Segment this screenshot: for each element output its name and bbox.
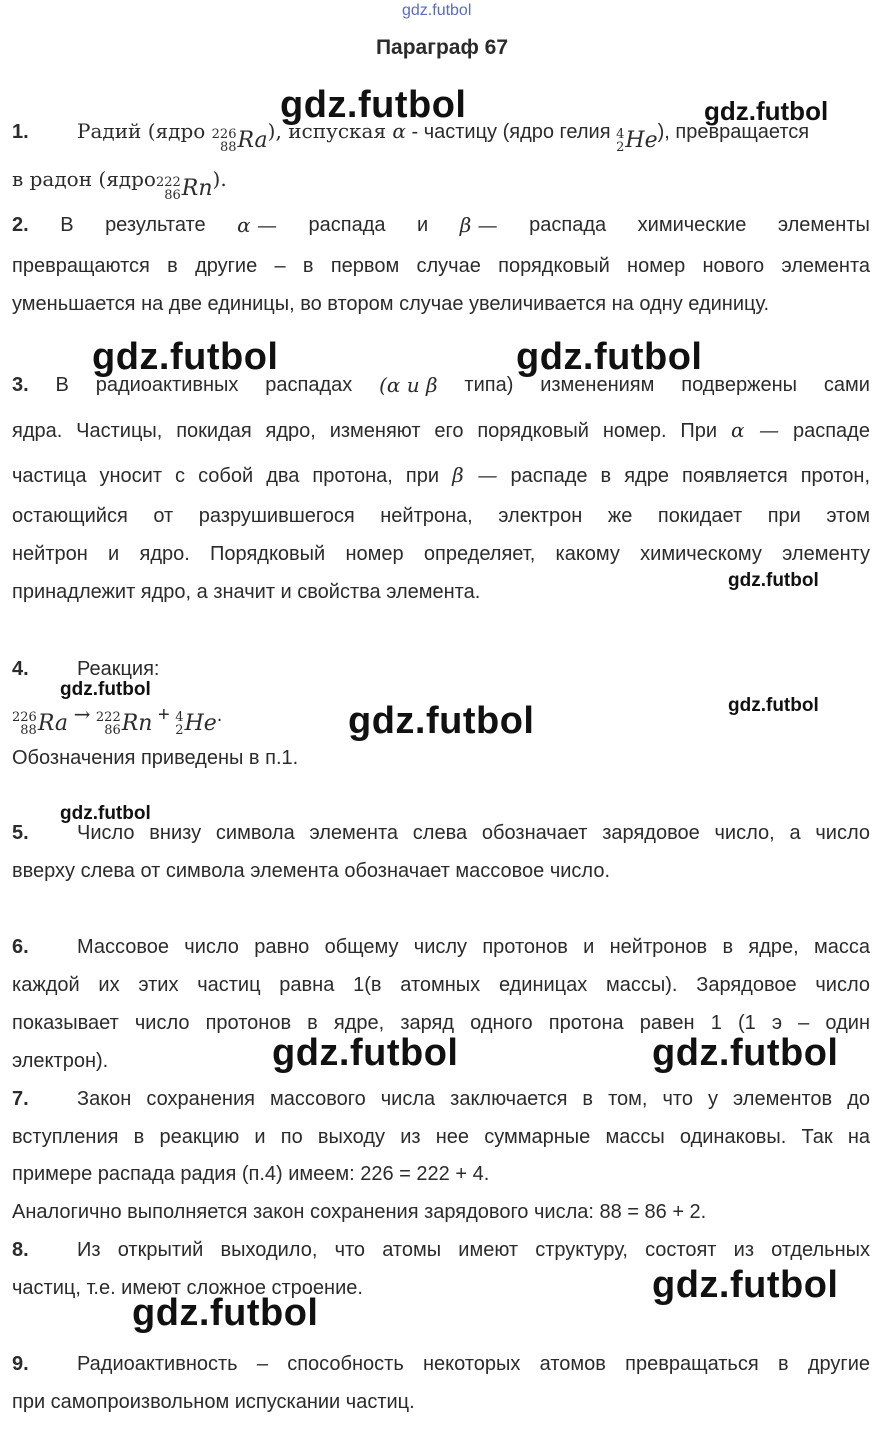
item-8-line-1: 8. Из открытий выходило, что атомы имеют структуру, состоят из отдельных [12, 1239, 870, 1261]
plus-symbol: + [158, 704, 170, 726]
item-number: 2. [12, 214, 29, 236]
watermark: gdz.futbol [704, 96, 829, 126]
watermark: gdz.futbol [60, 679, 151, 700]
watermark: gdz.futbol [272, 1032, 459, 1074]
item-8-line-2: частиц, т.е. имеют сложное строение. [12, 1277, 363, 1299]
item-7-line-3: примере распада радия (п.4) имеем: 226 = 222 + 4. [12, 1163, 490, 1185]
item-1-line-2: в радон (ядро 222 86 Rn ). [12, 167, 227, 203]
item-9-line-2: при самопроизвольном испускании частиц. [12, 1391, 415, 1413]
radon-nuclide: 222 86 Rn [155, 175, 213, 203]
watermark: gdz.futbol [132, 1292, 319, 1334]
item-7-line-2: вступления в реакцию и по выходу из нее суммарные массы одинаковы. Так на [12, 1126, 870, 1148]
item-3-line-5: нейтрон и ядро. Порядковый номер определяет, какому химическому элементу [12, 543, 870, 565]
watermark: gdz.futbol [652, 1032, 839, 1074]
item-3-line-1: 3. В радиоактивных распадах (α и β типа) изменениям подвержены сами [12, 373, 870, 397]
watermark: gdz.futbol [516, 336, 703, 378]
item-number: 6. [12, 936, 29, 958]
helium-nuclide: 4 2 He [175, 710, 217, 738]
item-2-line-2: превращаются в другие – в первом случае порядковый номер нового элемента [12, 255, 870, 277]
item-3-line-4: остающийся от разрушившегося нейтрона, электрон же покидает при этом [12, 505, 870, 527]
radium-nuclide: 226 88 Ra [211, 127, 268, 155]
item-4-line-3: Обозначения приведены в п.1. [12, 747, 299, 769]
radium-nuclide: 226 88 Ra [12, 710, 69, 738]
item-7-line-1: 7. Закон сохранения массового числа заключается в том, что у элементов до [12, 1088, 870, 1110]
item-5-line-1: 5. Число внизу символа элемента слева обозначает зарядовое число, а число [12, 822, 870, 844]
watermark: gdz.futbol [348, 700, 535, 742]
reaction-equation: 226 88 Ra → 222 86 Rn + 4 2 He . [12, 702, 223, 738]
item-6-line-3: показывает число протонов в ядре, заряд одного протона равен 1 (1 э – один [12, 1012, 870, 1034]
item-1-line-1: 1. Радий (ядро 226 88 Ra ), испуская α - частицу (ядро гелия 4 2 He ), превращается [12, 119, 810, 155]
item-4-line-1: 4. Реакция: [12, 658, 160, 680]
item-3-line-6: принадлежит ядро, а значит и свойства элемента. [12, 581, 481, 603]
page-title: Параграф 67 [375, 36, 509, 59]
watermark: gdz.futbol [652, 1264, 839, 1306]
item-6-line-4: электрон). [12, 1050, 109, 1072]
item-6-line-2: каждой их этих частиц равна 1(в атомных единицах массы). Зарядовое число [12, 974, 870, 996]
item-number: 9. [12, 1353, 29, 1375]
arrow-symbol: → [73, 702, 91, 726]
item-3-line-3: частица уносит с собой два протона, при β — распаде в ядре появляется протон, [12, 463, 870, 487]
item-5-line-2: вверху слева от символа элемента обозначает массовое число. [12, 860, 611, 882]
item-number: 4. [12, 658, 29, 680]
site-logo-link[interactable]: gdz.futbol [402, 2, 472, 19]
watermark: gdz.futbol [728, 570, 819, 591]
item-6-line-1: 6. Массовое число равно общему числу протонов и нейтронов в ядре, масса [12, 936, 870, 958]
watermark: gdz.futbol [280, 84, 467, 126]
item-2-line-1: 2. В результате α — распада и β — распада химические элементы [12, 213, 870, 237]
watermark: gdz.futbol [728, 695, 819, 716]
item-7-line-4: Аналогично выполняется закон сохранения зарядового числа: 88 = 86 + 2. [12, 1201, 707, 1223]
item-number: 5. [12, 822, 29, 844]
item-number: 3. [12, 374, 29, 396]
item-number: 1. [12, 121, 29, 143]
item-number: 8. [12, 1239, 29, 1261]
item-number: 7. [12, 1088, 29, 1110]
radon-nuclide: 222 86 Rn [95, 710, 153, 738]
item-9-line-1: 9. Радиоактивность – способность некоторых атомов превращаться в другие [12, 1353, 870, 1375]
item-2-line-3: уменьшается на две единицы, во втором случае увеличивается на одну единицу. [12, 293, 770, 315]
item-3-line-2: ядра. Частицы, покидая ядро, изменяют его порядковый номер. При α — распаде [12, 418, 870, 442]
watermark: gdz.futbol [92, 336, 279, 378]
helium-nuclide: 4 2 He [616, 127, 658, 155]
watermark: gdz.futbol [60, 803, 151, 824]
